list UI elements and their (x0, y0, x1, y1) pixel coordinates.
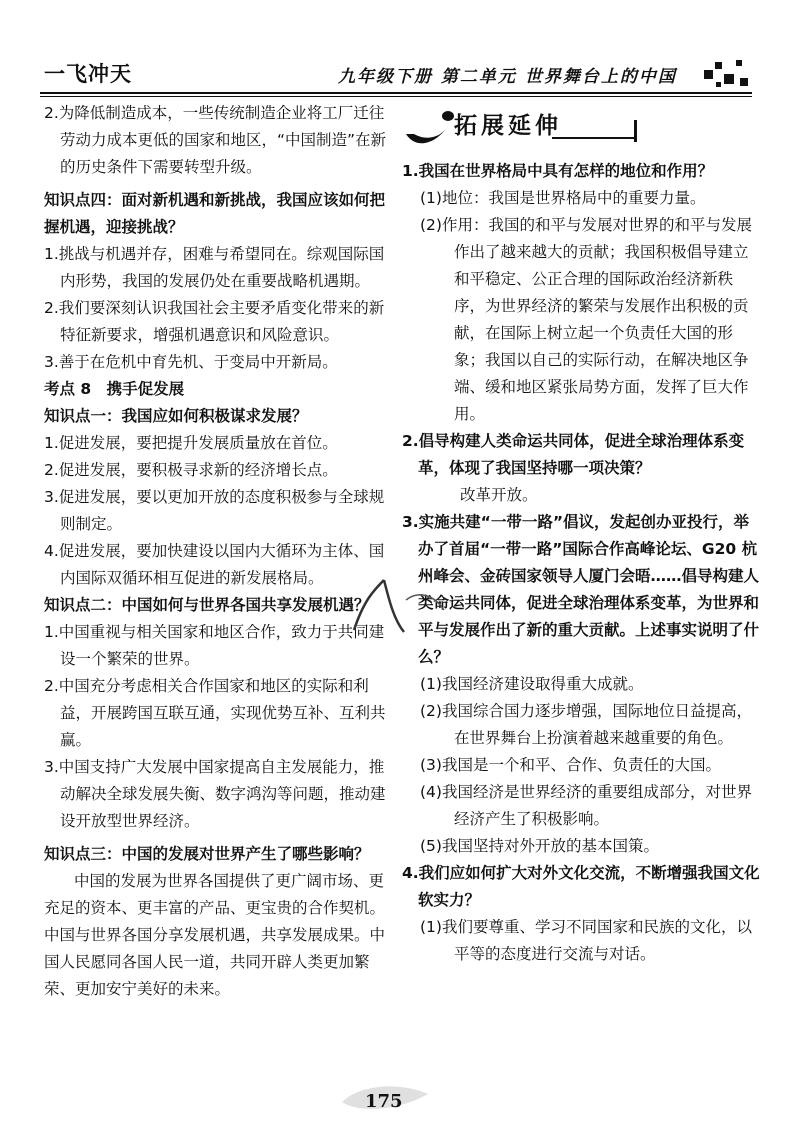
question: 4.我们应如何扩大对外文化交流，不断增强我国文化软实力？ (402, 864, 760, 909)
list-item: 2.促进发展，要积极寻求新的经济增长点。 (44, 461, 338, 479)
list-item: 1.挑战与机遇并存，困难与希望同在。综观国际国内形势，我国的发展仍处在重要战略机遇期。 (44, 245, 385, 290)
knowledge-point-heading: 知识点一：我国应如何积极谋求发展？ (44, 407, 308, 425)
exam-point-heading: 考点 8 携手促发展 (44, 380, 185, 398)
left-column (44, 100, 390, 1003)
answer-item: (2)我国综合国力逐步增强，国际地位日益提高，在世界舞台上扮演着越来越重要的角色。 (420, 702, 752, 747)
answer-item: (1)我国经济建设取得重大成就。 (420, 675, 644, 693)
header-rule-thin (40, 96, 752, 97)
banner-title: 拓展延伸 (454, 112, 562, 139)
page-number: 175 (365, 1091, 403, 1112)
section-banner (402, 104, 762, 152)
question: 1.我国在世界格局中具有怎样的地位和作用？ (402, 162, 714, 180)
list-item: 2.为降低制造成本，一些传统制造企业将工厂迁往劳动力成本更低的国家和地区，“中国制造”在新的历史条件下需要转型升级。 (44, 104, 387, 176)
question: 3.实施共建“一带一路”倡议，发起创办亚投行，举办了首届“一带一路”国际合作高峰论坛、G20 杭州峰会、金砖国家领导人厦门会晤……倡导构建人类命运共同体，促进全球治理体系变革，为世界和平与发展作出了新的重大贡献。上述事实说明了什么？ (402, 513, 760, 666)
answer-item: (3)我国是一个和平、合作、负责任的大国。 (420, 756, 721, 774)
list-item: 2.中国充分考虑相关合作国家和地区的实际和利益，开展跨国互联互通，实现优势互补、互利共赢。 (44, 677, 386, 749)
list-item: 2.我们要深刻认识我国社会主要矛盾变化带来的新特征新要求，增强机遇意识和风险意识。 (44, 299, 385, 344)
answer-item: (2)作用：我国的和平与发展对世界的和平与发展作出了越来越大的贡献；我国积极倡导建立和平稳定、公正合理的国际政治经济新秩序，为世界经济的繁荣与发展作出积极的贡献，在国际上树立起一个负责任大国的形象；我国以自己的实际行动，在解决地区争端、缓和地区紧张局势方面，发挥了巨大作用。 (420, 216, 752, 423)
list-item: 3.促进发展，要以更加开放的态度积极参与全球规则制定。 (44, 488, 385, 533)
brand-logo: 一飞冲天 (44, 61, 132, 86)
answer-item: (4)我国经济是世界经济的重要组成部分，对世界经济产生了积极影响。 (420, 783, 752, 828)
right-column (402, 100, 762, 968)
knowledge-point-heading: 知识点四：面对新机遇和新挑战，我国应该如何把握机遇，迎接挑战？ (44, 191, 386, 236)
knowledge-point-heading: 知识点三：中国的发展对世界产生了哪些影响？ (44, 845, 370, 863)
paragraph: 中国的发展为世界各国提供了更广阔市场、更充足的资本、更丰富的产品、更宝贵的合作契机。中国与世界各国分享发展机遇，共享发展成果。中国人民愿同各国人民一道，共同开辟人类更加繁荣、更加安宁美好的未来。 (44, 872, 386, 998)
list-item: 1.促进发展，要把提升发展质量放在首位。 (44, 434, 338, 452)
header-decoration-icon (702, 56, 750, 92)
answer-item: (1)地位：我国是世界格局中的重要力量。 (420, 189, 706, 207)
header-rule (40, 92, 752, 94)
knowledge-point-heading: 知识点二：中国如何与世界各国共享发展机遇？ (44, 596, 370, 614)
question: 2.倡导构建人类命运共同体，促进全球治理体系变革，体现了我国坚持哪一项决策？ (402, 432, 745, 477)
page-header-title: 九年级下册 第二单元 世界舞台上的中国 (338, 67, 677, 87)
list-item: 4.促进发展，要加快建设以国内大循环为主体、国内国际双循环相互促进的新发展格局。 (44, 542, 385, 587)
answer-item: (5)我国坚持对外开放的基本国策。 (420, 837, 659, 855)
list-item: 3.善于在危机中育先机、于变局中开新局。 (44, 353, 338, 371)
answer-item: (1)我们要尊重、学习不同国家和民族的文化，以平等的态度进行交流与对话。 (420, 918, 752, 963)
handwritten-stamp-mark (344, 570, 454, 640)
answer: 改革开放。 (460, 486, 538, 504)
list-item: 3.中国支持广大发展中国家提高自主发展能力，推动解决全球发展失衡、数字鸿沟等问题，推动建设开放型世界经济。 (44, 758, 386, 830)
list-item: 1.中国重视与相关国家和地区合作，致力于共同建设一个繁荣的世界。 (44, 623, 385, 668)
